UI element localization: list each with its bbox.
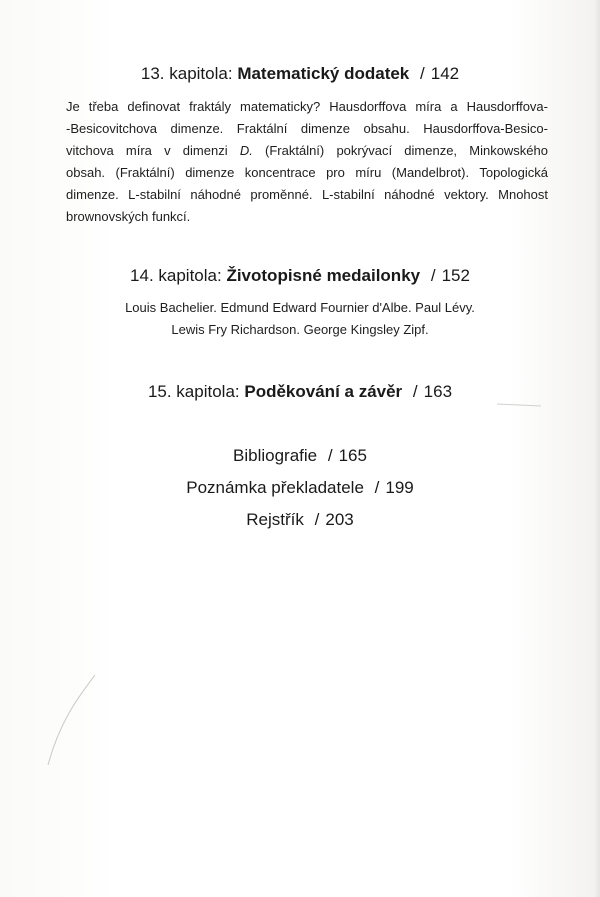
page-separator: /	[430, 266, 436, 285]
chapter-14-heading	[0, 266, 600, 286]
entry-label: Poznámka překladatele	[186, 478, 364, 497]
chapter-number: 13. kapitola:	[140, 64, 233, 83]
page-number: 142	[430, 64, 460, 83]
page-edge-shadow	[594, 0, 600, 897]
summary-line: -Besicovitchova dimenze. Fraktální dimenze obsahu. Hausdorffova-Besico-	[66, 121, 548, 136]
entry-label: Rejstřík	[246, 510, 304, 529]
summary-line: Lewis Fry Richardson. George Kingsley Zipf.	[171, 322, 429, 337]
chapter-title: Poděkování a závěr	[244, 382, 403, 401]
chapter-13-heading	[0, 64, 600, 84]
dimension-symbol: D.	[239, 143, 253, 158]
pencil-mark	[40, 670, 100, 790]
chapter-13-summary	[66, 96, 548, 228]
page-number: 165	[338, 446, 367, 465]
page-separator: /	[327, 446, 333, 465]
chapter-title: Životopisné medailonky	[226, 266, 421, 285]
index-entry	[0, 510, 600, 530]
page-number: 163	[423, 382, 453, 401]
page-separator: /	[314, 510, 320, 529]
chapter-number: 14. kapitola:	[130, 266, 222, 285]
chapter-15-entry	[0, 382, 600, 402]
page-number: 199	[385, 478, 414, 497]
summary-line: obsah. (Fraktální) dimenze koncentrace pro míru (Mandelbrot). Topologická	[66, 165, 548, 180]
page-separator: /	[374, 478, 380, 497]
summary-line: Je třeba definovat fraktály matematicky? Hausdorffova míra a Hausdorffova-	[66, 99, 548, 114]
bibliography-entry	[0, 446, 600, 466]
summary-line: dimenze. L-stabilní náhodné proměnné. L-stabilní náhodné vektory. Mnohost	[66, 187, 548, 202]
chapter-15-heading	[0, 382, 600, 402]
translator-note-entry	[0, 478, 600, 498]
summary-line: vitchova míra v dimenzi D. (Fraktální) pokrývací dimenze, Minkowského	[66, 143, 548, 158]
chapter-14-entry	[0, 266, 600, 341]
page-number: 203	[325, 510, 354, 529]
chapter-14-summary	[0, 297, 600, 341]
summary-line: Louis Bachelier. Edmund Edward Fournier d'Albe. Paul Lévy.	[125, 300, 475, 315]
summary-line: brownovských funkcí.	[66, 209, 191, 224]
chapter-number: 15. kapitola:	[147, 382, 240, 401]
chapter-title: Matematický dodatek	[237, 64, 410, 83]
entry-label: Bibliografie	[233, 446, 318, 465]
page-separator: /	[420, 64, 425, 83]
chapter-13-entry	[0, 64, 600, 224]
page-separator: /	[412, 382, 418, 401]
page-number: 152	[441, 266, 470, 285]
